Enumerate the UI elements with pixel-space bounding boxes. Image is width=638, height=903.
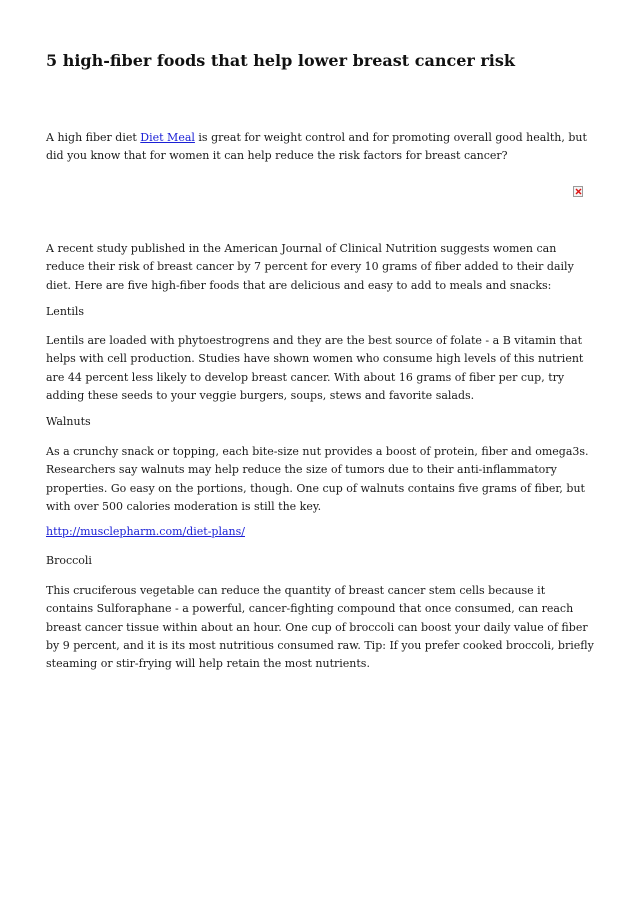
lentils-heading: Lentils xyxy=(46,305,85,318)
diet-plans-url-link[interactable]: http://musclepharm.com/diet-plans/ xyxy=(46,525,245,538)
image-error-x-icon xyxy=(575,188,582,195)
study-paragraph: A recent study published in the American Journal of Clinical Nutrition suggests women can reduce their risk of breast cancer by 7 percent for every 10 grams of fiber added to their daily diet. Here are five high-fiber foods that are delicious and easy to add to meals and snacks: xyxy=(46,242,574,292)
diet-meal-link[interactable]: Diet Meal xyxy=(140,131,195,144)
broccoli-paragraph: This cruciferous vegetable can reduce the quantity of breast cancer stem cells because it contains Sulforaphane - a powerful, cancer-fighting compound that once consumed, can reach breast cancer tissue within about an hour. One cup of broccoli can boost your daily value of fiber by 9 percent, and it is its most nutritious consumed raw. Tip: If you prefer cooked broccoli, briefly steaming or stir-frying will help retain the most nutrients. xyxy=(46,584,594,671)
walnuts-heading: Walnuts xyxy=(46,415,91,428)
walnuts-paragraph: As a crunchy snack or topping, each bite-size nut provides a boost of protein, fiber and omega3s. Researchers say walnuts may help reduce the size of tumors due to their anti-inflammatory properties. Go easy on the portions, though. One cup of walnuts contains five grams of fiber, but with over 500 calories moderation is still the key. xyxy=(46,445,589,513)
intro-text-after-link: is great for weight control and for promoting overall good health, but did you know that for women it can help reduce the risk factors for breast cancer? xyxy=(46,131,587,163)
intro-paragraph xyxy=(46,129,594,166)
diet-plans-paragraph xyxy=(46,523,594,541)
broccoli-heading: Broccoli xyxy=(46,554,92,567)
broken-image-icon xyxy=(573,186,583,197)
article-title: 5 high-fiber foods that help lower breast cancer risk xyxy=(46,51,515,70)
lentils-paragraph: Lentils are loaded with phytoestrogrens and they are the best source of folate - a B vitamin that helps with cell production. Studies have shown women who consume high levels of this nutrient are 44 percent less likely to develop breast cancer. With about 16 grams of fiber per cup, try adding these seeds to your veggie burgers, soups, stews and favorite salads. xyxy=(46,334,584,402)
intro-text-before-link: A high fiber diet xyxy=(46,131,141,144)
